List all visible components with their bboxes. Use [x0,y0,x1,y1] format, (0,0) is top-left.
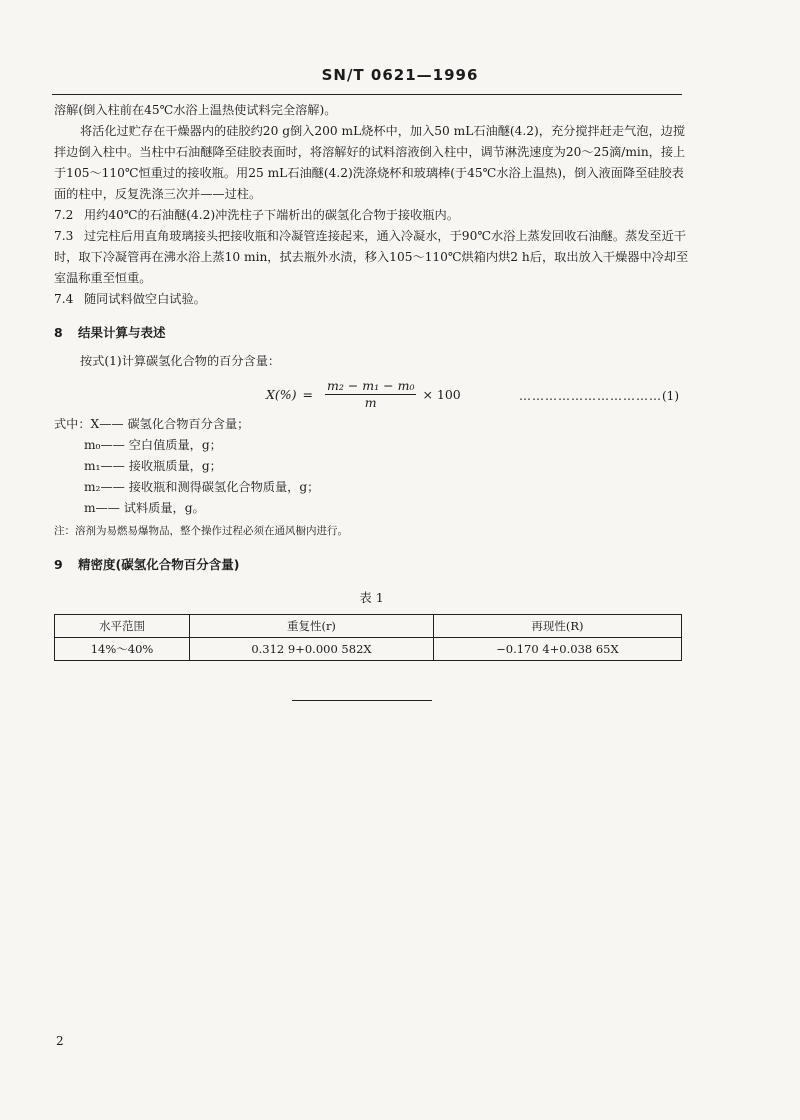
formula [266,378,461,411]
section-number: 9 [54,557,63,572]
section-heading-8 [54,322,689,343]
formula-denominator: m [364,395,377,410]
end-rule [292,700,432,701]
variable-definition: m—— 试料质量，g。 [84,501,205,515]
equation-number: (1) [662,389,679,403]
column-header: 再现性(R) [433,615,681,638]
column-header: 水平范围 [55,615,190,638]
page-number: 2 [56,1034,64,1048]
leader-dots: …………………………… [519,389,662,403]
clause-text: 随同试料做空白试验。 [84,292,206,306]
variable-definition: m₀—— 空白值质量，g； [84,438,222,452]
table-row [55,638,682,661]
clause-number: 7.4 [54,292,74,306]
section-heading-9 [54,554,689,575]
formula-numerator: m₂ − m₁ − m₀ [327,378,415,393]
formula-block [54,372,689,414]
paragraph-dissolve: 溶解(倒入柱前在45℃水浴上温热使试料完全溶解)。 [54,103,337,117]
clause-7-2 [54,205,689,226]
paragraph-silica-column: 将活化过贮存在干燥器内的硅胶约20 g倒入200 mL烧杯中，加入50 mL石油醚(4.2)，充分搅拌赶走气泡，边搅拌边倒入柱中。当柱中石油醚降至硅胶表面时，将溶解好的试料溶液倒入柱中，调节淋洗速度为20～25滴/min，接上于105～110℃恒重过的接收瓶。用25 mL石油醚(4.2)洗涤烧杯和玻璃棒(于45℃水浴上温热)，倒入液面降至硅胶表面的柱中，反复洗涤三次并——过柱。 [54,124,686,201]
table-cell: 0.312 9+0.000 582X [190,638,434,661]
column-header: 重复性(r) [190,615,434,638]
clause-7-3 [54,226,689,289]
variable-definition: m₂—— 接收瓶和测得碳氢化合物质量，g； [84,480,320,494]
table-header-row [55,615,682,638]
section-title: 精密度(碳氢化合物百分含量) [78,557,240,572]
precision-table [54,614,682,661]
clause-text: 用约40℃的石油醚(4.2)冲洗柱子下端析出的碳氢化合物于接收瓶内。 [84,208,459,222]
section-title: 结果计算与表述 [78,325,166,340]
variable-definition: 式中：X—— 碳氢化合物百分含量； [54,417,250,431]
formula-equals: = [302,387,314,402]
clause-7-4 [54,289,689,310]
table-cell: 14%～40% [55,638,190,661]
header-rule [52,94,682,95]
clause-text: 过完柱后用直角玻璃接头把接收瓶和冷凝管连接起来，通入冷凝水，于90℃水浴上蒸发回收石油醚。蒸发至近干时，取下冷凝管再在沸水浴上蒸10 min，拭去瓶外水渍，移入105～110℃烘箱内烘2 h后，取出放入干燥器中冷却至室温称重至恒重。 [54,229,689,285]
formula-fraction [325,378,416,411]
table-cell: −0.170 4+0.038 65X [433,638,681,661]
document-body [54,100,689,661]
standard-id-header: SN/T 0621—1996 [321,66,479,84]
formula-intro: 按式(1)计算碳氢化合物的百分含量： [80,354,281,368]
formula-multiplier: × 100 [422,387,461,402]
equation-number-line [519,386,679,407]
section-number: 8 [54,325,63,340]
formula-lhs: X(%) [266,387,297,402]
table-title: 表 1 [359,590,384,605]
variable-definition: m₁—— 接收瓶质量，g； [84,459,222,473]
clause-number: 7.3 [54,229,74,243]
clause-number: 7.2 [54,208,74,222]
safety-note: 注：溶剂为易燃易爆物品，整个操作过程必须在通风橱内进行。 [54,525,348,537]
